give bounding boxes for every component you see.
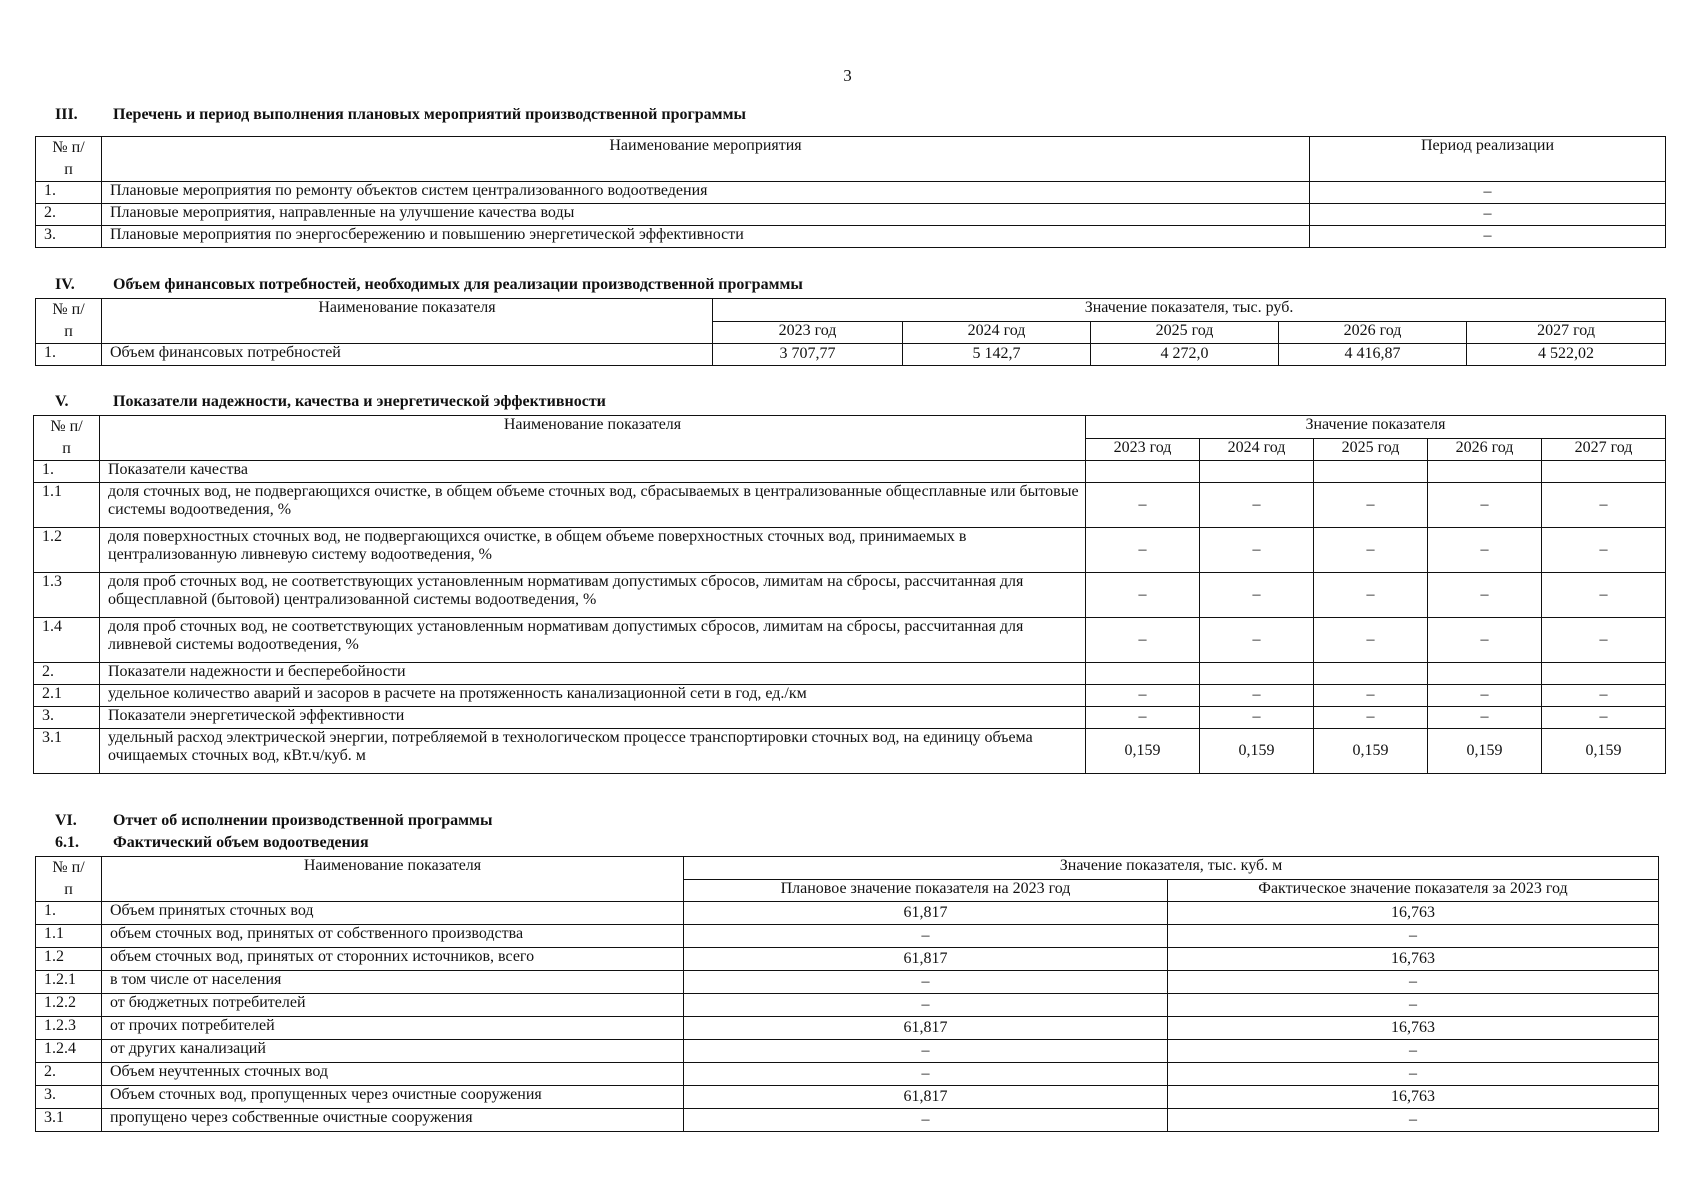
section-5-title <box>55 393 606 411</box>
row-value: – <box>1428 685 1542 707</box>
row-no: 1.2.3 <box>36 1017 102 1040</box>
row-plan: – <box>684 1109 1168 1132</box>
row-no: 3. <box>36 1086 102 1109</box>
table-row <box>36 1017 1659 1040</box>
header-name: Наименование показателя <box>100 416 1086 461</box>
section-6-table <box>35 856 1659 1132</box>
header-name: Наименование мероприятия <box>102 137 1310 182</box>
header-no: № п/п <box>34 416 100 461</box>
row-no: 1. <box>36 902 102 925</box>
header-year: 2023 год <box>1086 439 1200 461</box>
row-name: доля проб сточных вод, не соответствующих установленным нормативам допустимых сбросов, лимитам на сбросы, рассчитанная для общесплавной (бытовой) централизованной системы водоотведения, % <box>100 573 1086 618</box>
row-value: – <box>1200 685 1314 707</box>
row-plan: – <box>684 925 1168 948</box>
row-value: – <box>1086 618 1200 663</box>
row-value: – <box>1314 573 1428 618</box>
row-value <box>1200 663 1314 685</box>
row-value: 5 142,7 <box>903 344 1091 366</box>
row-name: доля поверхностных сточных вод, не подвергающихся очистке, в общем объеме поверхностных сточных вод, принимаемых в централизованную ливневую систему водоотведения, % <box>100 528 1086 573</box>
row-value: – <box>1200 618 1314 663</box>
row-plan: 61,817 <box>684 902 1168 925</box>
table-row <box>34 707 1666 729</box>
header-year: 2026 год <box>1428 439 1542 461</box>
header-year: 2023 год <box>713 322 903 344</box>
section-3-table <box>35 136 1666 248</box>
table-header-row <box>36 299 1666 322</box>
header-name: Наименование показателя <box>102 857 684 902</box>
table-row <box>34 729 1666 774</box>
row-no: 2.1 <box>34 685 100 707</box>
row-value: – <box>1428 618 1542 663</box>
row-value <box>1314 461 1428 483</box>
row-no: 3. <box>36 226 102 248</box>
row-fact: 16,763 <box>1168 1086 1659 1109</box>
row-fact: – <box>1168 925 1659 948</box>
row-value: – <box>1200 573 1314 618</box>
header-name: Наименование показателя <box>102 299 713 344</box>
row-value <box>1428 461 1542 483</box>
header-year: 2025 год <box>1314 439 1428 461</box>
header-year: 2025 год <box>1091 322 1279 344</box>
header-fact: Фактическое значение показателя за 2023 год <box>1168 880 1659 902</box>
row-name: Объем финансовых потребностей <box>102 344 713 366</box>
row-name: Плановые мероприятия, направленные на улучшение качества воды <box>102 204 1310 226</box>
row-value: – <box>1086 528 1200 573</box>
row-value: – <box>1086 483 1200 528</box>
row-fact: – <box>1168 1109 1659 1132</box>
row-name: Плановые мероприятия по энергосбережению и повышению энергетической эффективности <box>102 226 1310 248</box>
row-value: – <box>1314 528 1428 573</box>
row-value: – <box>1542 618 1666 663</box>
row-plan: 61,817 <box>684 1086 1168 1109</box>
row-value: – <box>1314 618 1428 663</box>
row-period: – <box>1310 182 1666 204</box>
header-year: 2026 год <box>1279 322 1467 344</box>
row-fact: 16,763 <box>1168 1017 1659 1040</box>
header-no: № п/п <box>36 299 102 344</box>
header-period: Период реализации <box>1310 137 1666 182</box>
row-value <box>1314 663 1428 685</box>
table-row <box>36 226 1666 248</box>
table-row <box>34 663 1666 685</box>
row-value: 0,159 <box>1428 729 1542 774</box>
table-row <box>36 204 1666 226</box>
row-period: – <box>1310 226 1666 248</box>
row-value: 0,159 <box>1314 729 1428 774</box>
row-value: – <box>1542 707 1666 729</box>
row-no: 1.4 <box>34 618 100 663</box>
row-value: – <box>1086 573 1200 618</box>
table-row <box>34 685 1666 707</box>
row-value: – <box>1428 573 1542 618</box>
row-value: – <box>1314 685 1428 707</box>
row-no: 1.2 <box>36 948 102 971</box>
section-5-table <box>33 415 1666 774</box>
page-number: 3 <box>843 66 852 85</box>
row-name: в том числе от населения <box>102 971 684 994</box>
row-no: 1.2 <box>34 528 100 573</box>
row-value <box>1542 663 1666 685</box>
section-6-title-text: Отчет об исполнении производственной программы <box>113 812 493 829</box>
row-no: 1. <box>34 461 100 483</box>
row-no: 1.2.2 <box>36 994 102 1017</box>
row-name: Плановые мероприятия по ремонту объектов систем централизованного водоотведения <box>102 182 1310 204</box>
table-row <box>36 1086 1659 1109</box>
row-value <box>1200 461 1314 483</box>
table-row <box>36 344 1666 366</box>
section-4-number: IV. <box>55 276 75 293</box>
row-value <box>1086 663 1200 685</box>
row-value: – <box>1200 528 1314 573</box>
table-row <box>34 483 1666 528</box>
row-no: 1.2.4 <box>36 1040 102 1063</box>
table-row <box>34 573 1666 618</box>
row-value: – <box>1314 707 1428 729</box>
table-row <box>36 994 1659 1017</box>
table-header-row <box>36 857 1659 880</box>
row-name: Показатели надежности и бесперебойности <box>100 663 1086 685</box>
row-value: 4 272,0 <box>1091 344 1279 366</box>
row-name: доля сточных вод, не подвергающихся очистке, в общем объеме сточных вод, сбрасываемых в централизованные общесплавные или бытовые системы водоотведения, % <box>100 483 1086 528</box>
row-no: 3.1 <box>36 1109 102 1132</box>
row-no: 2. <box>36 1063 102 1086</box>
row-value: 4 522,02 <box>1467 344 1666 366</box>
row-name: от бюджетных потребителей <box>102 994 684 1017</box>
table-header-row <box>36 137 1666 182</box>
row-value: – <box>1542 685 1666 707</box>
row-fact: – <box>1168 994 1659 1017</box>
row-value <box>1542 461 1666 483</box>
row-no: 1.3 <box>34 573 100 618</box>
row-value: 3 707,77 <box>713 344 903 366</box>
table-row <box>36 1063 1659 1086</box>
table-row <box>34 528 1666 573</box>
header-plan: Плановое значение показателя на 2023 год <box>684 880 1168 902</box>
row-no: 3. <box>34 707 100 729</box>
table-row <box>34 461 1666 483</box>
section-3-title <box>55 106 746 124</box>
header-year: 2027 год <box>1542 439 1666 461</box>
section-4-table <box>35 298 1666 366</box>
row-value: 0,159 <box>1200 729 1314 774</box>
table-row <box>36 1109 1659 1132</box>
row-value: – <box>1086 707 1200 729</box>
row-no: 3.1 <box>34 729 100 774</box>
row-value <box>1428 663 1542 685</box>
row-no: 1.1 <box>34 483 100 528</box>
row-name: от других канализаций <box>102 1040 684 1063</box>
table-row <box>36 948 1659 971</box>
row-name: удельный расход электрической энергии, потребляемой в технологическом процессе транспортировки сточных вод, на единицу объема очищаемых сточных вод, кВт.ч/куб. м <box>100 729 1086 774</box>
row-name: удельное количество аварий и засоров в расчете на протяженность канализационной сети в год, ед./км <box>100 685 1086 707</box>
row-value: – <box>1428 483 1542 528</box>
row-name: Показатели энергетической эффективности <box>100 707 1086 729</box>
row-name: Объем неучтенных сточных вод <box>102 1063 684 1086</box>
row-value: – <box>1542 528 1666 573</box>
header-year: 2027 год <box>1467 322 1666 344</box>
row-period: – <box>1310 204 1666 226</box>
section-6-title <box>55 812 492 830</box>
row-plan: – <box>684 994 1168 1017</box>
table-row <box>36 925 1659 948</box>
section-4-title <box>55 276 803 294</box>
row-plan: 61,817 <box>684 948 1168 971</box>
row-value: 0,159 <box>1086 729 1200 774</box>
table-row <box>36 182 1666 204</box>
row-value: – <box>1542 483 1666 528</box>
section-5-title-text: Показатели надежности, качества и энергетической эффективности <box>113 393 606 410</box>
row-name: Показатели качества <box>100 461 1086 483</box>
row-name: доля проб сточных вод, не соответствующих установленным нормативам допустимых сбросов, лимитам на сбросы, рассчитанная для ливневой системы водоотведения, % <box>100 618 1086 663</box>
section-6-1-number: 6.1. <box>55 834 79 851</box>
header-year: 2024 год <box>1200 439 1314 461</box>
row-name: Объем принятых сточных вод <box>102 902 684 925</box>
section-4-title-text: Объем финансовых потребностей, необходимых для реализации производственной программы <box>113 276 803 293</box>
row-fact: 16,763 <box>1168 948 1659 971</box>
section-6-number: VI. <box>55 812 77 829</box>
header-no: № п/п <box>36 137 102 182</box>
row-value: – <box>1428 707 1542 729</box>
table-row <box>36 1040 1659 1063</box>
row-plan: – <box>684 1063 1168 1086</box>
row-name: пропущено через собственные очистные сооружения <box>102 1109 684 1132</box>
table-row <box>34 618 1666 663</box>
row-value: – <box>1200 707 1314 729</box>
row-fact: – <box>1168 1040 1659 1063</box>
section-5-number: V. <box>55 393 69 410</box>
row-value: – <box>1428 528 1542 573</box>
row-name: Объем сточных вод, пропущенных через очистные сооружения <box>102 1086 684 1109</box>
header-year: 2024 год <box>903 322 1091 344</box>
row-fact: 16,763 <box>1168 902 1659 925</box>
row-value: – <box>1086 685 1200 707</box>
header-value-group: Значение показателя <box>1086 416 1666 439</box>
row-plan: – <box>684 971 1168 994</box>
row-fact: – <box>1168 1063 1659 1086</box>
row-fact: – <box>1168 971 1659 994</box>
section-3-title-text: Перечень и период выполнения плановых мероприятий производственной программы <box>113 106 746 123</box>
header-value-group: Значение показателя, тыс. куб. м <box>684 857 1659 880</box>
section-6-1-title <box>55 834 369 852</box>
row-name: объем сточных вод, принятых от собственного производства <box>102 925 684 948</box>
row-value: – <box>1314 483 1428 528</box>
header-no: № п/п <box>36 857 102 902</box>
row-plan: 61,817 <box>684 1017 1168 1040</box>
row-plan: – <box>684 1040 1168 1063</box>
row-value: 0,159 <box>1542 729 1666 774</box>
row-no: 2. <box>34 663 100 685</box>
row-no: 1. <box>36 182 102 204</box>
row-name: объем сточных вод, принятых от сторонних источников, всего <box>102 948 684 971</box>
table-row <box>36 902 1659 925</box>
row-value: 4 416,87 <box>1279 344 1467 366</box>
row-name: от прочих потребителей <box>102 1017 684 1040</box>
table-row <box>36 971 1659 994</box>
header-value-group: Значение показателя, тыс. руб. <box>713 299 1666 322</box>
row-value: – <box>1542 573 1666 618</box>
row-value: – <box>1200 483 1314 528</box>
row-no: 1.2.1 <box>36 971 102 994</box>
section-3-number: III. <box>55 106 78 123</box>
table-header-row <box>34 416 1666 439</box>
section-6-1-title-text: Фактический объем водоотведения <box>113 834 369 851</box>
row-no: 1.1 <box>36 925 102 948</box>
row-no: 2. <box>36 204 102 226</box>
row-value <box>1086 461 1200 483</box>
row-no: 1. <box>36 344 102 366</box>
